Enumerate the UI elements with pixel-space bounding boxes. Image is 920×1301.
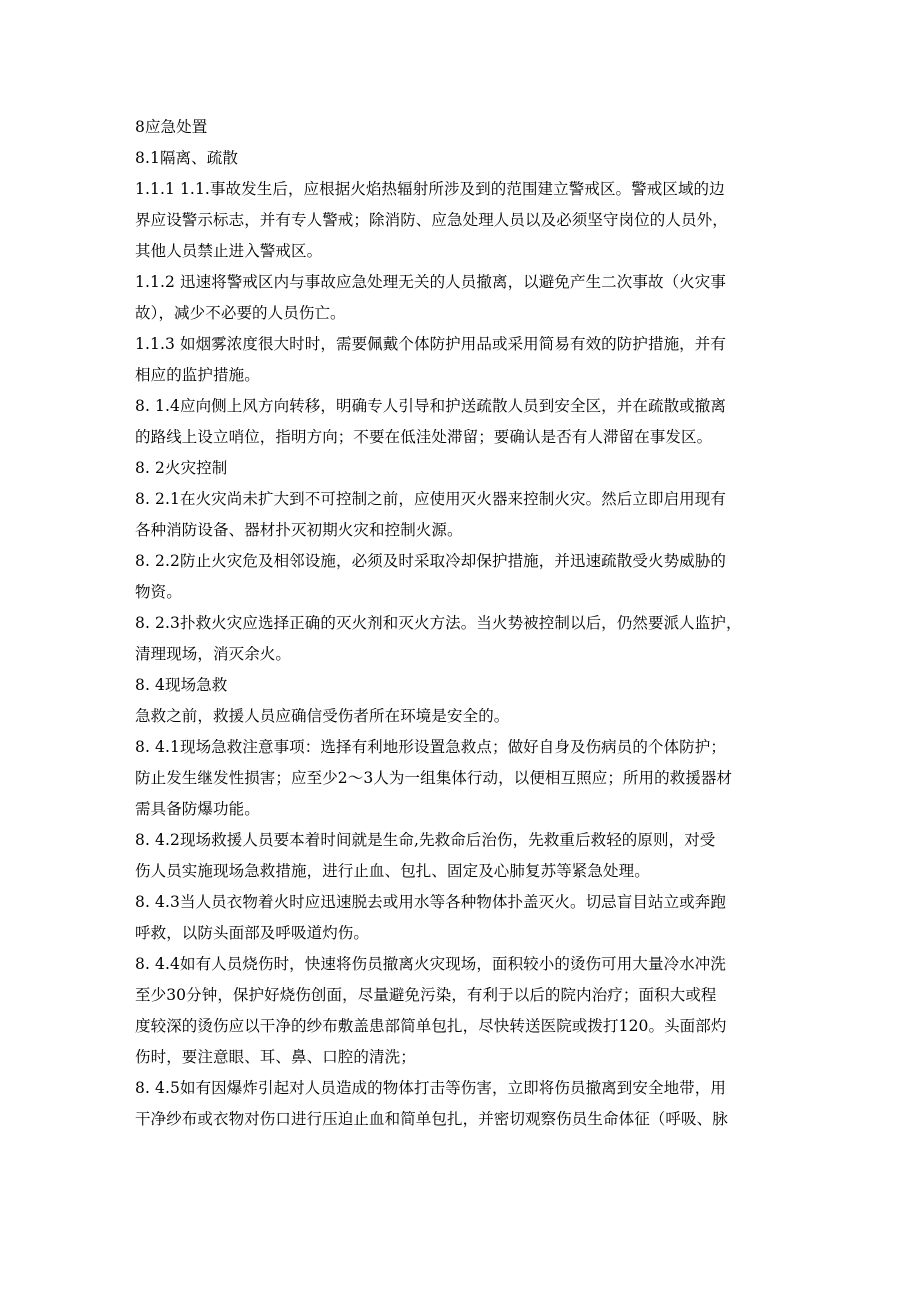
subsection-heading: 8. 2火灾控制 xyxy=(135,459,228,477)
subsection-heading: 8. 4现场急救 xyxy=(135,676,228,694)
text-line: 1.1.1 1.1.事故发生后，应根据火焰热辐射所涉及到的范围建立警戒区。警戒区域的边 xyxy=(135,180,725,198)
text-line: 防止发生继发性损害；应至少2～3人为一组集体行动，以便相互照应；所用的救援器材 xyxy=(135,769,733,787)
text-line: 界应设警示标志，并有专人警戒；除消防、应急处理人员以及必须坚守岗位的人员外， xyxy=(135,211,728,229)
text-line: 8. 4.3当人员衣物着火时应迅速脱去或用水等各种物体扑盖灭火。切忌盲目站立或奔跑 xyxy=(135,893,726,911)
text-line: 伤人员实施现场急救措施，进行止血、包扎、固定及心肺复苏等紧急处理。 xyxy=(135,862,650,880)
text-line: 伤时，要注意眼、耳、鼻、口腔的清洗； xyxy=(135,1048,416,1066)
text-line: 8. 4.4如有人员烧伤时，快速将伤员撤离火灾现场，面积较小的烫伤可用大量冷水冲洗 xyxy=(135,955,726,973)
text-line: 度较深的烫伤应以干净的纱布敷盖患部简单包扎，尽快转送医院或拨打120。头面部灼 xyxy=(135,1017,727,1035)
text-line: 1.1.2 迅速将警戒区内与事故应急处理无关的人员撤离，以避免产生二次事故（火灾事 xyxy=(135,273,726,291)
text-line: 8. 1.4应向侧上风方向转移，明确专人引导和护送疏散人员到安全区，并在疏散或撤离 xyxy=(135,397,726,415)
text-line: 呼救，以防头面部及呼吸道灼伤。 xyxy=(135,924,370,942)
text-line: 8. 4.2现场救援人员要本着时间就是生命,先救命后治伤，先救重后救轻的原则，对受 xyxy=(135,831,716,849)
text-line: 急救之前，救援人员应确信受伤者所在环境是安全的。 xyxy=(135,707,510,725)
text-line: 需具备防爆功能。 xyxy=(135,800,260,818)
text-line: 清理现场，消灭余火。 xyxy=(135,645,292,663)
text-line: 8. 4.5如有因爆炸引起对人员造成的物体打击等伤害，立即将伤员撤离到安全地带，用 xyxy=(135,1079,726,1097)
text-line: 各种消防设备、器材扑灭初期火灾和控制火源。 xyxy=(135,521,463,539)
text-line: 8. 2.2防止火灾危及相邻设施，必须及时采取冷却保护措施，并迅速疏散受火势威胁的 xyxy=(135,552,726,570)
text-line: 的路线上设立哨位，指明方向；不要在低洼处滞留；要确认是否有人滞留在事发区。 xyxy=(135,428,713,446)
text-line: 相应的监护措施。 xyxy=(135,366,260,384)
text-line: 至少30分钟，保护好烧伤创面，尽量避免污染，有利于以后的院内治疗；面积大或程 xyxy=(135,986,717,1004)
text-line: 其他人员禁止进入警戒区。 xyxy=(135,242,323,260)
text-line: 故），减少不必要的人员伤亡。 xyxy=(135,304,346,322)
subsection-heading: 8.1隔离、疏散 xyxy=(135,149,238,167)
text-line: 1.1.3 如烟雾浓度很大时时，需要佩戴个体防护用品或采用简易有效的防护措施，并有 xyxy=(135,335,726,353)
text-line: 8. 2.1在火灾尚未扩大到不可控制之前，应使用灭火器来控制火灾。然后立即启用现有 xyxy=(135,490,726,508)
text-line: 8. 2.3扑救火灾应选择正确的灭火剂和灭火方法。当火势被控制以后，仍然要派人监护， xyxy=(135,614,742,632)
section-heading: 8应急处置 xyxy=(135,118,208,136)
text-line: 干净纱布或衣物对伤口进行压迫止血和简单包扎，并密切观察伤员生命体征（呼吸、脉 xyxy=(135,1110,728,1128)
text-line: 物资。 xyxy=(135,583,182,601)
text-line: 8. 4.1现场急救注意事项：选择有利地形设置急救点；做好自身及伤病员的个体防护； xyxy=(135,738,726,756)
document-body xyxy=(135,112,795,1135)
